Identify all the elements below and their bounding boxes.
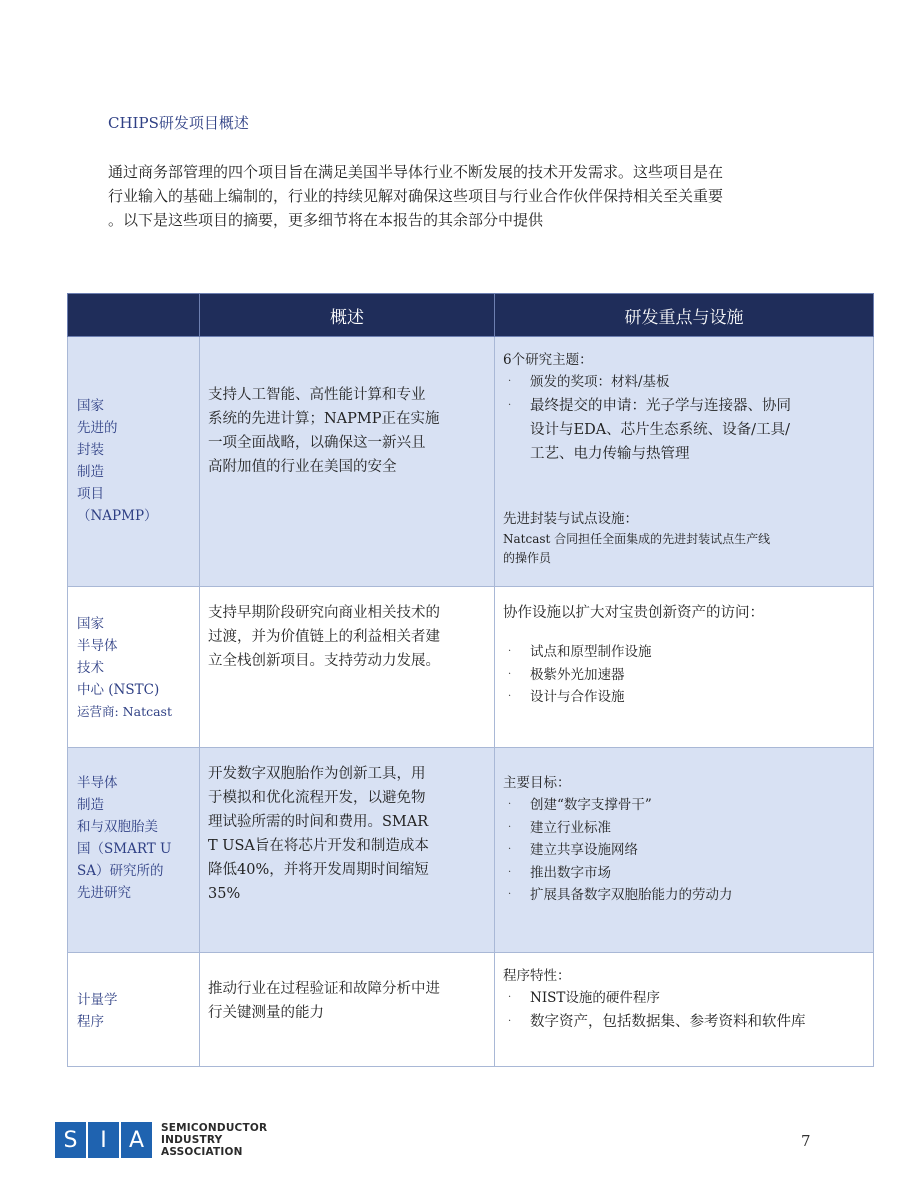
table-row — [68, 337, 874, 587]
section-title: CHIPS研发项目概述 — [108, 114, 249, 132]
overview-line: 降低40%，并将开发周期时间缩短 — [208, 862, 429, 878]
list-item-continuation: 设计与EDA、芯片生态系统、设备/工具/ — [530, 421, 790, 438]
logo-letter-s: S — [55, 1122, 86, 1158]
programs-table — [67, 293, 874, 1067]
list-item: · 颁发的奖项：材料/基板 — [503, 371, 863, 394]
program-name-line: 项目 — [77, 486, 104, 502]
overview-line: 立全栈创新项目。支持劳动力发展。 — [208, 653, 440, 669]
program-name-line: 国家 — [77, 398, 104, 414]
bullet-icon: · — [508, 646, 512, 657]
bullet-icon: · — [508, 668, 512, 680]
rd-focus-cell — [495, 587, 874, 748]
program-cell — [68, 953, 200, 1067]
logo-letter-i: I — [88, 1122, 119, 1158]
bullet-icon: · — [508, 821, 512, 833]
program-cell — [68, 587, 200, 748]
list-item: · 最终提交的申请：光子学与连接器、协同 — [503, 394, 863, 418]
rd-bullet-list — [503, 987, 863, 1034]
rd-heading: 协作设施以扩大对宝贵创新资产的访问： — [503, 605, 764, 621]
bullet-icon: · — [508, 866, 512, 878]
program-name-line: 制造 — [77, 797, 104, 813]
overview-line: 于模拟和优化流程开发，以避免物 — [208, 790, 426, 806]
rd-heading: 6个研究主题： — [503, 352, 593, 368]
overview-line: 支持早期阶段研究向商业相关技术的 — [208, 605, 440, 621]
program-name-line: 中心 (NSTC) — [77, 682, 160, 698]
overview-line: 开发数字双胞胎作为创新工具，用 — [208, 766, 426, 782]
list-item: · 扩展具备数字双胞胎能力的劳动力 — [503, 884, 863, 907]
bullet-icon: · — [508, 376, 512, 387]
logo-wordmark: SEMICONDUCTOR INDUSTRY ASSOCIATION — [161, 1122, 268, 1158]
program-name-line: 和与双胞胎美 — [77, 819, 158, 835]
overview-line: 过渡，并为价值链上的利益相关者建 — [208, 629, 440, 645]
intro-line: 通过商务部管理的四个项目旨在满足美国半导体行业不断发展的技术开发需求。这些项目是在 — [108, 163, 724, 181]
program-name-line: 国家 — [77, 616, 104, 632]
program-operator: 运营商: Natcast — [77, 704, 172, 719]
table-row — [68, 748, 874, 953]
sia-logo — [55, 1122, 267, 1158]
rd-heading: 程序特性： — [503, 968, 571, 984]
bullet-icon: · — [508, 799, 512, 810]
list-item: · 设计与合作设施 — [503, 686, 863, 709]
intro-paragraph — [108, 160, 798, 232]
bullet-icon: · — [508, 992, 512, 1003]
program-cell — [68, 748, 200, 953]
program-name-line: 制造 — [77, 464, 104, 480]
overview-line: 支持人工智能、高性能计算和专业 — [208, 387, 426, 403]
overview-line: 理试验所需的时间和费用。SMAR — [208, 814, 429, 830]
program-name-line: SA）研究所的 — [77, 863, 164, 879]
header-rd-focus: 研发重点与设施 — [495, 294, 874, 337]
list-item: · 创建“数字支撑骨干” — [503, 794, 863, 817]
rd-bullet-list — [503, 371, 863, 466]
program-name-line: （NAPMP） — [77, 508, 158, 524]
rd-bullet-list — [503, 641, 863, 709]
bullet-icon: · — [508, 691, 512, 702]
overview-line: 系统的先进计算；NAPMP正在实施 — [208, 411, 440, 427]
table-row — [68, 953, 874, 1067]
program-name-line: 半导体 — [77, 638, 118, 654]
page-number: 7 — [801, 1132, 811, 1150]
header-program — [68, 294, 200, 337]
table-row — [68, 587, 874, 748]
header-overview: 概述 — [200, 294, 495, 337]
program-name-line: 先进研究 — [77, 885, 131, 901]
overview-line: 行关键测量的能力 — [208, 1005, 324, 1021]
bullet-icon: · — [508, 1015, 512, 1027]
program-name-line: 先进的 — [77, 420, 118, 436]
rd-focus-cell — [495, 748, 874, 953]
program-name-line: 半导体 — [77, 775, 118, 791]
list-item: · 数字资产，包括数据集、参考资料和软件库 — [503, 1010, 863, 1034]
list-item: · NIST设施的硬件程序 — [503, 987, 863, 1010]
rd-bullet-list — [503, 794, 863, 907]
rd-note-line: 的操作员 — [503, 550, 552, 565]
overview-line: 推动行业在过程验证和故障分析中进 — [208, 981, 440, 997]
rd-focus-cell — [495, 953, 874, 1067]
program-name-line: 国（SMART U — [77, 841, 172, 857]
rd-focus-cell — [495, 337, 874, 587]
rd-heading: 先进封装与试点设施： — [503, 510, 638, 527]
list-item: · 建立共享设施网络 — [503, 839, 863, 862]
overview-cell — [200, 587, 495, 748]
list-item: · 建立行业标准 — [503, 817, 863, 840]
list-item-continuation: 工艺、电力传输与热管理 — [530, 445, 690, 462]
program-name-line: 程序 — [77, 1014, 104, 1030]
bullet-icon: · — [508, 399, 512, 411]
program-name-line: 封装 — [77, 442, 104, 458]
list-item: · 推出数字市场 — [503, 862, 863, 885]
overview-cell — [200, 953, 495, 1067]
overview-line: 高附加值的行业在美国的安全 — [208, 459, 397, 475]
overview-cell — [200, 748, 495, 953]
rd-heading: 主要目标： — [503, 775, 571, 791]
program-name-line: 技术 — [77, 660, 104, 676]
overview-line: T USA旨在将芯片开发和制造成本 — [208, 838, 429, 854]
list-item: · 试点和原型制作设施 — [503, 641, 863, 664]
bullet-icon: · — [508, 844, 512, 855]
overview-cell — [200, 337, 495, 587]
rd-note-line: Natcast 合同担任全面集成的先进封装试点生产线 — [503, 531, 771, 546]
overview-line: 35% — [208, 886, 241, 902]
overview-line: 一项全面战略，以确保这一新兴且 — [208, 435, 426, 451]
list-item: · 极紫外光加速器 — [503, 664, 863, 687]
intro-line: 。以下是这些项目的摘要，更多细节将在本报告的其余部分中提供 — [108, 211, 544, 229]
program-cell — [68, 337, 200, 587]
logo-letter-a: A — [121, 1122, 152, 1158]
intro-line: 行业输入的基础上编制的，行业的持续见解对确保这些项目与行业合作伙伴保持相关至关重要 — [108, 187, 724, 205]
program-name-line: 计量学 — [77, 992, 118, 1008]
bullet-icon: · — [508, 889, 512, 900]
table-header-row — [68, 294, 874, 337]
